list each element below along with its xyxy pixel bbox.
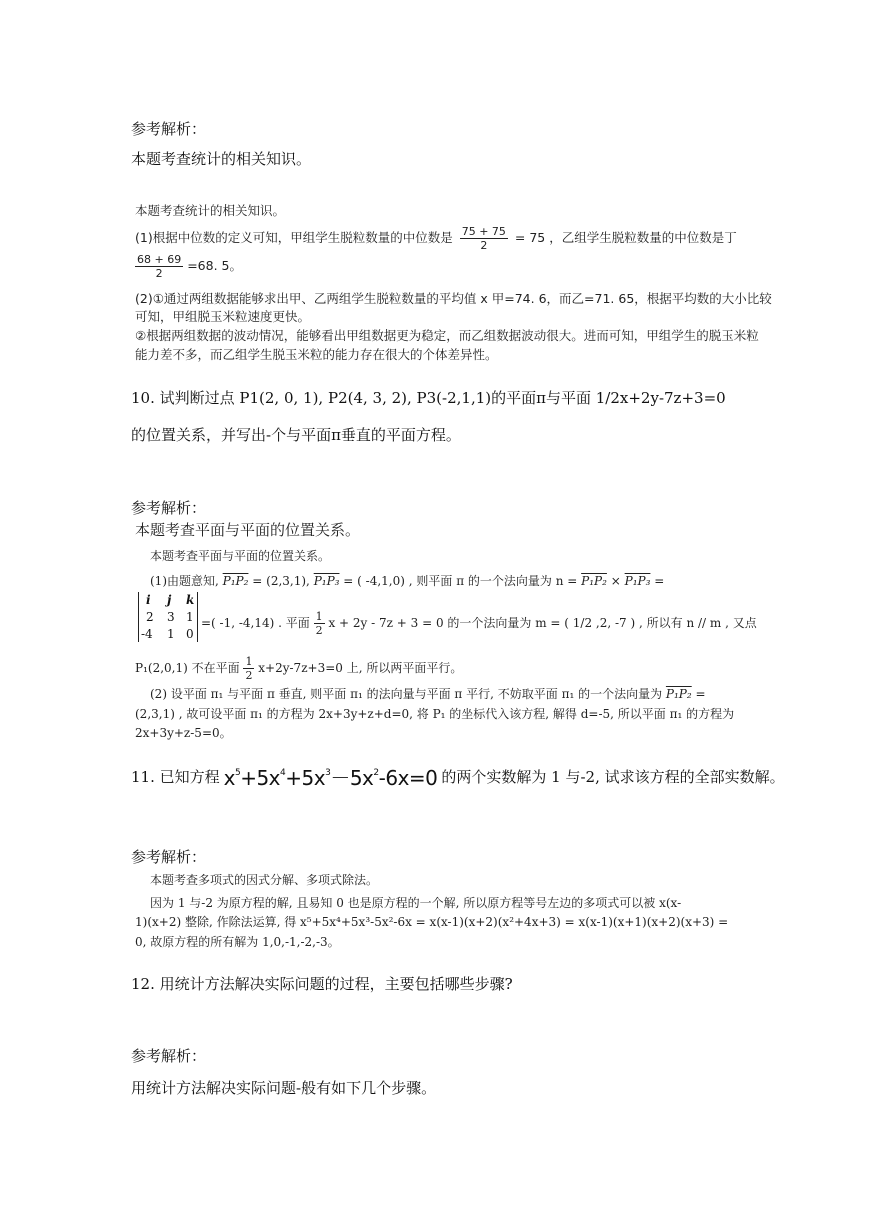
det-cell: j [167, 593, 172, 607]
image-line: 0, 故原方程的所有解为 1,0,-1,-2,-3。 [135, 935, 340, 949]
image-line: 因为 1 与-2 为原方程的解, 且易知 0 也是原方程的一个解, 所以原方程等号左边的多项式可以被 x(x- [150, 896, 682, 910]
image-line: P₁(2,0,1) 不在平面 $\frac{1}{2}$ x+2y-7z+3=0 上, 所以两平面平行。 [135, 655, 463, 682]
reference-heading: 参考解析： [131, 120, 207, 138]
det-cell: 2 [146, 610, 154, 624]
image-line: 本题考查统计的相关知识。 [135, 203, 286, 218]
answer-text: 本题考查统计的相关知识。 [131, 150, 312, 168]
determinant-bar-right [197, 592, 198, 642]
image-line: (2)①通过两组数据能够求出甲、乙两组学生脱粒数量的平均值 x 甲=74. 6，而乙=71. 65，根据平均数的大小比较 [135, 291, 772, 306]
question-12: 12. 用统计方法解决实际问题的过程，主要包括哪些步骤? [131, 975, 513, 993]
det-cell: -4 [141, 627, 153, 641]
question-10-line1: 10. 试判断过点 P1(2, 0, 1), P2(4, 3, 2), P3(-2,1,1)的平面π与平面 1/2x+2y-7z+3=0 [131, 389, 726, 407]
question-11-lead: 11. 已知方程 [131, 768, 220, 786]
question-10-line2: 的位置关系，并写出-个与平面π垂直的平面方程。 [131, 426, 461, 444]
answer-text: 用统计方法解决实际问题-般有如下几个步骤。 [131, 1079, 437, 1097]
image-line: (2) 设平面 π₁ 与平面 π 垂直, 则平面 π₁ 的法向量与平面 π 平行, 不妨取平面 π₁ 的一个法向量为 P₁P₂ = [150, 687, 706, 701]
image-line: 本题考查平面与平面的位置关系。 [135, 521, 361, 539]
reference-heading: 参考解析： [131, 848, 207, 866]
det-cell: 1 [186, 610, 194, 624]
equation-image: $x^5+5x^4+5x^3-5x^2-6x=0$ [223, 766, 438, 790]
image-line: 可知，甲组脱玉米粒速度更快。 [135, 309, 311, 324]
det-cell: k [186, 593, 195, 607]
image-line: 1)(x+2) 整除, 作除法运算, 得 x⁵+5x⁴+5x³-5x²-6x = x(x-1)(x+2)(x²+4x+3) = x(x-1)(x+1)(x+2)(x+3) = [135, 915, 729, 929]
det-cell: 0 [186, 627, 194, 641]
det-cell: 3 [167, 610, 175, 624]
question-11 [131, 762, 785, 791]
image-line: (1)由题意知, P₁P₂ = (2,3,1), P₁P₃ = ( -4,1,0) , 则平面 π 的一个法向量为 n = P₁P₂ × P₁P₃ = [150, 574, 665, 588]
image-line: $\frac{68 + 69}{2}$ =68. 5。 [137, 253, 242, 280]
image-line: 2x+3y+z-5=0。 [135, 726, 232, 740]
det-cell: 1 [167, 627, 175, 641]
image-line: 本题考查平面与平面的位置关系。 [150, 549, 331, 563]
determinant-bar-left [138, 592, 139, 642]
image-line: 能力差不多，而乙组学生脱玉米粒的能力存在很大的个体差异性。 [135, 347, 498, 362]
image-line: 本题考查多项式的因式分解、多项式除法。 [150, 873, 379, 887]
image-line: (1)根据中位数的定义可知，甲组学生脱粒数量的中位数是 $\frac{75 + 75}{2}$ = 75 ，乙组学生脱粒数量的中位数是丁 [135, 225, 737, 252]
image-line: (2,3,1) , 故可设平面 π₁ 的方程为 2x+3y+z+d=0, 将 P₁ 的坐标代入该方程, 解得 d=-5, 所以平面 π₁ 的方程为 [135, 707, 735, 721]
det-cell: i [146, 593, 151, 607]
reference-heading: 参考解析： [131, 1047, 207, 1065]
reference-heading: 参考解析： [131, 499, 207, 517]
question-11-tail: 的两个实数解为 1 与-2, 试求该方程的全部实数解。 [441, 768, 785, 786]
image-line: =( -1, -4,14) . 平面 $\frac{1}{2}$ x + 2y - 7z + 3 = 0 的一个法向量为 m = ( 1/2 ,2, -7 ) , 所以有 n // m , 又点 [201, 610, 757, 637]
image-line: ②根据两组数据的波动情况，能够看出甲组数据更为稳定，而乙组数据波动很大。进而可知，甲组学生的脱玉米粒 [135, 328, 759, 343]
